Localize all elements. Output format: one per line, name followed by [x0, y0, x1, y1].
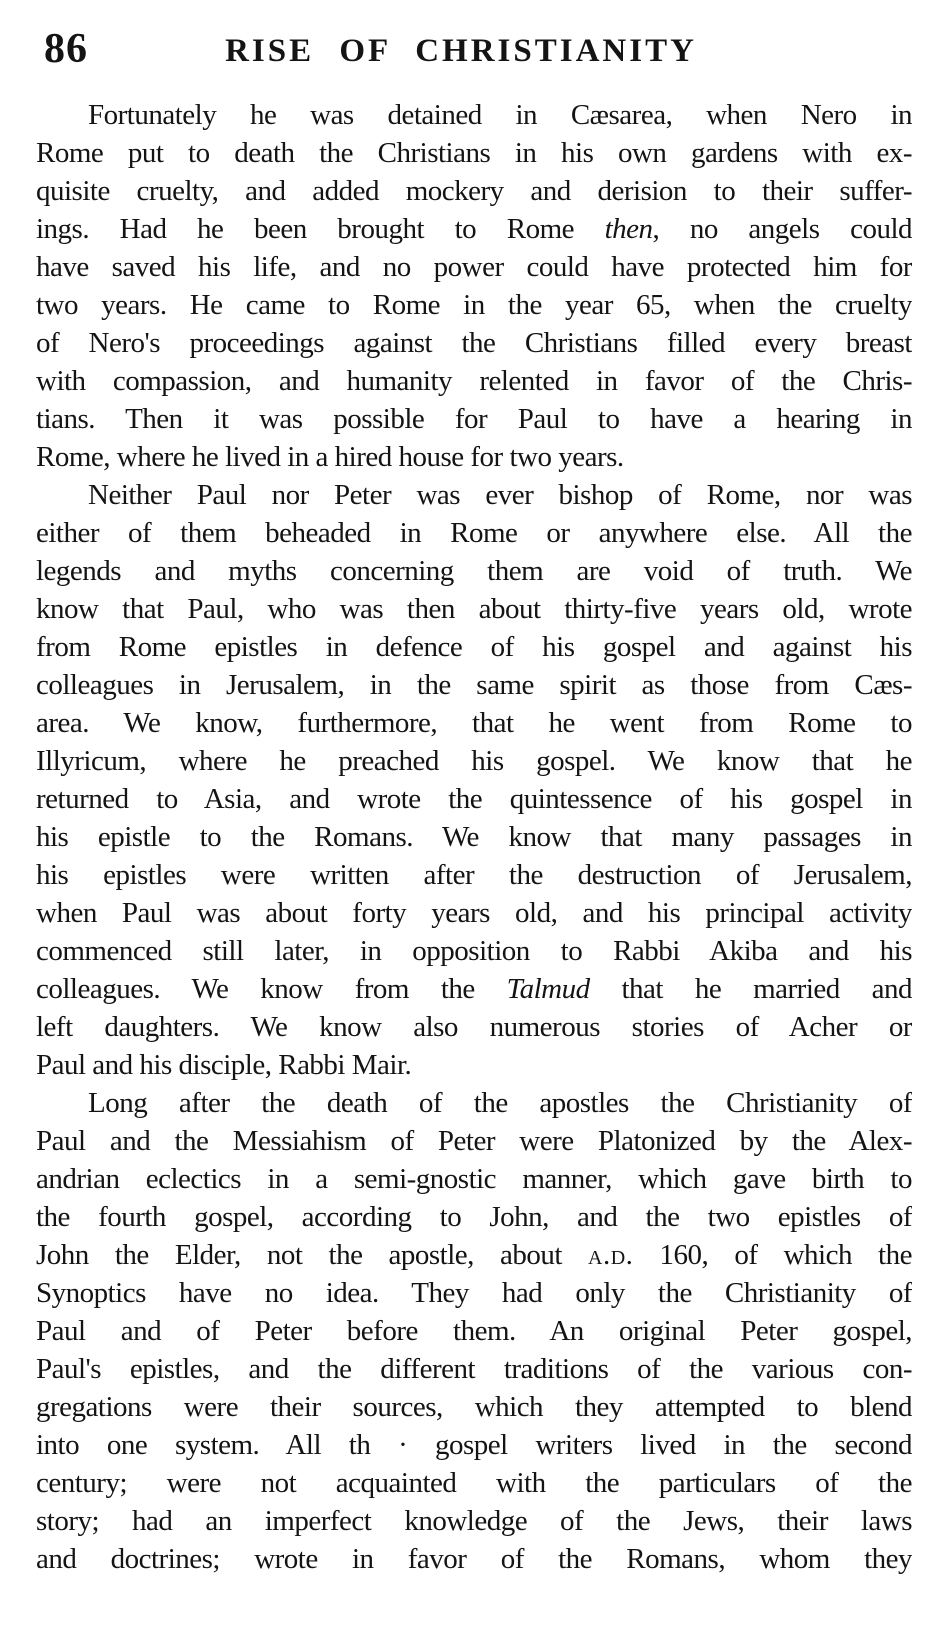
body-text: Paul and of Peter before them. An original Peter gospel,	[36, 1315, 912, 1347]
text-line	[36, 362, 912, 400]
body-text: his epistles were written after the destruction of Jerusalem,	[36, 859, 912, 891]
text-line	[36, 1008, 912, 1046]
body-text: from Rome epistles in defence of his gospel and against his	[36, 631, 912, 663]
body-text: Synoptics have no idea. They had only the Christianity of	[36, 1277, 912, 1309]
body-text: into one system. All th · gospel writers lived in the second	[36, 1429, 912, 1461]
body-text: ings. Had he been brought to Rome	[36, 213, 605, 245]
body-text: either of them beheaded in Rome or anywhere else. All the	[36, 517, 912, 549]
body-text: with compassion, and humanity relented in favor of the Chris-	[36, 365, 912, 397]
text-line	[36, 590, 912, 628]
body-text: Paul and the Messiahism of Peter were Platonized by the Alex-	[36, 1125, 912, 1157]
page-title: RISE OF CHRISTIANITY	[225, 33, 697, 69]
body-text: colleagues in Jerusalem, in the same spirit as those from Cæs-	[36, 669, 912, 701]
text-line	[36, 1198, 912, 1236]
body-text: when Paul was about forty years old, and his principal activity	[36, 897, 912, 929]
text-line	[36, 324, 912, 362]
body-text: legends and myths concerning them are void of truth. We	[36, 555, 912, 587]
text-line	[36, 286, 912, 324]
body-text: Rome put to death the Christians in his own gardens with ex-	[36, 137, 912, 169]
text-line	[36, 1236, 912, 1274]
body-text: , no angels could	[652, 213, 912, 245]
body-text: andrian eclectics in a semi-gnostic manner, which gave birth to	[36, 1163, 912, 1195]
italic-text: Talmud	[506, 973, 590, 1005]
text-line	[36, 932, 912, 970]
body-text: and doctrines; wrote in favor of the Romans, whom they	[36, 1543, 912, 1575]
body-text: his epistle to the Romans. We know that many passages in	[36, 821, 912, 853]
text-line	[36, 856, 912, 894]
text-line	[36, 742, 912, 780]
body-text: Rome, where he lived in a hired house for two years.	[36, 441, 624, 473]
text-line	[36, 438, 912, 476]
text-line	[36, 666, 912, 704]
paragraph	[36, 1084, 912, 1578]
body-text: Illyricum, where he preached his gospel. We know that he	[36, 745, 912, 777]
text-line	[36, 400, 912, 438]
text-line	[36, 970, 912, 1008]
body-text: century; were not acquainted with the particulars of the	[36, 1467, 912, 1499]
page-number: 86	[44, 26, 88, 72]
text-line	[36, 96, 912, 134]
text-line	[36, 1426, 912, 1464]
body-text: Paul's epistles, and the different traditions of the various con-	[36, 1353, 912, 1385]
body-text: Long after the death of the apostles the Christianity of	[88, 1087, 912, 1119]
text-line	[36, 210, 912, 248]
text-line	[36, 1540, 912, 1578]
body-text: 160, of which the	[633, 1239, 912, 1271]
text-line	[36, 248, 912, 286]
body-text: two years. He came to Rome in the year 65, when the cruelty	[36, 289, 912, 321]
body-text: know that Paul, who was then about thirty-five years old, wrote	[36, 593, 912, 625]
body-text: commenced still later, in opposition to Rabbi Akiba and his	[36, 935, 912, 967]
text-line	[36, 818, 912, 856]
body-text: Neither Paul nor Peter was ever bishop of Rome, nor was	[88, 479, 912, 511]
text-line	[36, 476, 912, 514]
body-text: left daughters. We know also numerous stories of Acher or	[36, 1011, 912, 1043]
text-line	[36, 1084, 912, 1122]
body-text: that he married and	[589, 973, 912, 1005]
body-text: area. We know, furthermore, that he went from Rome to	[36, 707, 912, 739]
body-text: returned to Asia, and wrote the quintessence of his gospel in	[36, 783, 912, 815]
body-text: the fourth gospel, according to John, and the two epistles of	[36, 1201, 912, 1233]
text-line	[36, 514, 912, 552]
page-body	[36, 96, 912, 1578]
smallcaps-text: a.d.	[588, 1239, 634, 1271]
text-line	[36, 552, 912, 590]
body-text: quisite cruelty, and added mockery and derision to their suffer-	[36, 175, 912, 207]
text-line	[36, 780, 912, 818]
body-text: Paul and his disciple, Rabbi Mair.	[36, 1049, 412, 1081]
text-line	[36, 134, 912, 172]
text-line	[36, 1312, 912, 1350]
body-text: story; had an imperfect knowledge of the Jews, their laws	[36, 1505, 912, 1537]
body-text: John the Elder, not the apostle, about	[36, 1239, 589, 1271]
text-line	[36, 1388, 912, 1426]
paragraph	[36, 476, 912, 1084]
text-line	[36, 1122, 912, 1160]
body-text: tians. Then it was possible for Paul to have a hearing in	[36, 403, 912, 435]
body-text: Fortunately he was detained in Cæsarea, when Nero in	[88, 99, 912, 131]
text-line	[36, 894, 912, 932]
text-line	[36, 1160, 912, 1198]
paragraph	[36, 96, 912, 476]
text-line	[36, 1350, 912, 1388]
text-line	[36, 1464, 912, 1502]
text-line	[36, 1046, 912, 1084]
text-line	[36, 1274, 912, 1312]
italic-text: then	[604, 213, 653, 245]
body-text: have saved his life, and no power could have protected him for	[36, 251, 912, 283]
body-text: of Nero's proceedings against the Christians filled every breast	[36, 327, 912, 359]
running-header	[36, 24, 912, 70]
text-line	[36, 1502, 912, 1540]
text-line	[36, 628, 912, 666]
body-text: gregations were their sources, which they attempted to blend	[36, 1391, 912, 1423]
body-text: colleagues. We know from the	[36, 973, 507, 1005]
text-line	[36, 704, 912, 742]
text-line	[36, 172, 912, 210]
